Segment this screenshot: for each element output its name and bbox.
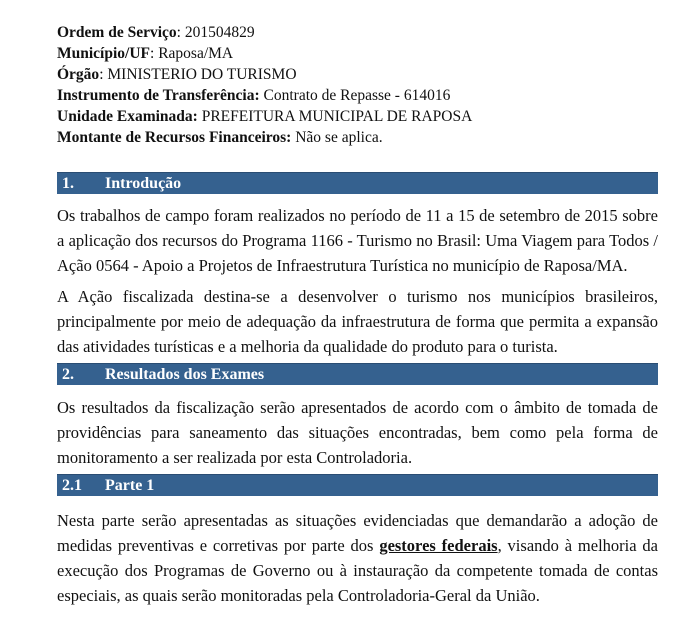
paragraph-introducao-2: A Ação fiscalizada destina-se a desenvolver o turismo nos municípios brasileiros, principalmente por meio de adequação da infraestrutura de forma que permita a expansão das atividades turísticas e a melhoria da qualidade do produto para o turista.	[57, 287, 658, 356]
section-number: 2.1	[62, 477, 82, 494]
meta-label: Órgão	[57, 66, 100, 83]
meta-value: Contrato de Repasse - 614016	[259, 87, 451, 104]
meta-line-ordem-de-servico	[57, 22, 658, 43]
meta-label: Município/UF	[57, 45, 151, 62]
meta-line-orgao	[57, 64, 658, 85]
paragraph-parte-1	[57, 508, 658, 608]
paragraph-resultados: Os resultados da fiscalização serão apresentados de acordo com o âmbito de tomada de providências para saneamento das situações encontradas, bem como pela forma de monitoramento a ser realizada por esta Controladoria.	[57, 398, 658, 467]
section-number: 2.	[62, 366, 74, 383]
paragraph-text-before-highlight: Nesta parte serão apresentadas as situações evidenciadas que demandarão a adoção de medidas preventivas e corretivas por parte dos	[57, 511, 658, 555]
meta-line-instrumento-transferencia	[57, 85, 658, 106]
highlighted-term-gestores-federais: gestores federais	[379, 536, 498, 555]
meta-line-montante-recursos	[57, 127, 658, 148]
report-metadata-block	[57, 22, 658, 148]
section-heading-introducao	[57, 172, 658, 194]
meta-label: Unidade Examinada:	[57, 108, 198, 125]
meta-value: Não se aplica.	[291, 129, 383, 146]
paragraph-text-after-highlight: , visando à melhoria da execução dos Programas de Governo ou à instauração da competente tomada de contas especiais, as quais serão monitoradas pela Controladoria-Geral da União.	[57, 536, 659, 605]
section-title: Introdução	[105, 175, 182, 192]
meta-value: : 201504829	[176, 24, 255, 41]
meta-label: Ordem de Serviço	[57, 24, 177, 41]
section-heading-parte-1	[57, 474, 658, 496]
meta-line-municipio-uf	[57, 43, 658, 64]
meta-label: Montante de Recursos Financeiros:	[57, 129, 292, 146]
section-title: Resultados dos Exames	[105, 366, 265, 383]
meta-value: PREFEITURA MUNICIPAL DE RAPOSA	[197, 108, 473, 125]
paragraph-introducao-1: Os trabalhos de campo foram realizados no período de 11 a 15 de setembro de 2015 sobre a aplicação dos recursos do Programa 1166 - Turismo no Brasil: Uma Viagem para Todos / Ação 0564 - Apoio a Projetos de Infraestrutura Turística no município de Raposa/MA.	[57, 206, 658, 275]
meta-value: : Raposa/MA	[150, 45, 234, 62]
meta-line-unidade-examinada	[57, 106, 658, 127]
meta-label: Instrumento de Transferência:	[57, 87, 260, 104]
section-title: Parte 1	[105, 477, 155, 494]
meta-value: : MINISTERIO DO TURISMO	[99, 66, 297, 83]
section-number: 1.	[62, 175, 74, 192]
section-heading-resultados-exames	[57, 363, 658, 385]
